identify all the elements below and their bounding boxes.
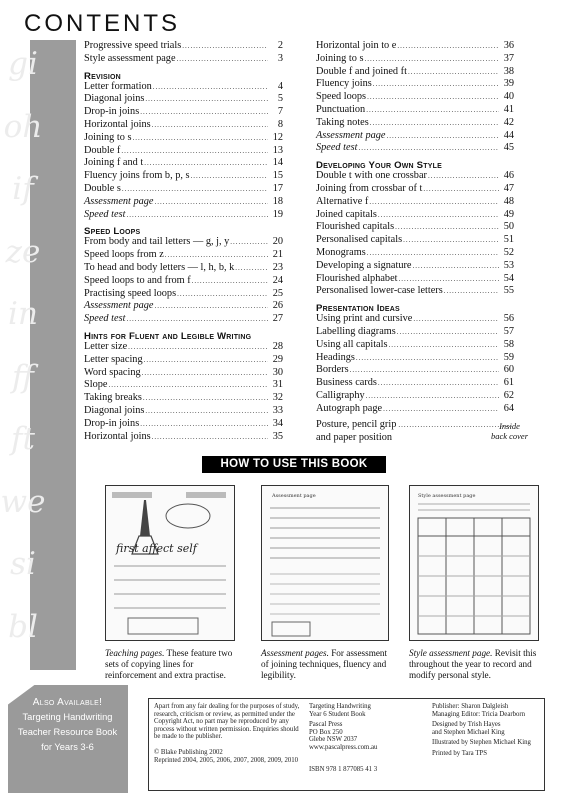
entry-label: Letter formation — [84, 80, 152, 92]
entry-page: 34 — [272, 417, 283, 429]
leader-dots — [140, 106, 268, 119]
contents-entry — [84, 379, 283, 392]
leader-dots — [235, 262, 268, 275]
leader-dots — [191, 170, 268, 183]
entry-label: Joining to s — [316, 52, 364, 64]
contents-entry — [84, 157, 283, 170]
entry-page: 45 — [503, 142, 514, 154]
entry-page: 47 — [503, 182, 514, 194]
entry-page: 36 — [503, 40, 514, 51]
contents-entry — [316, 117, 514, 130]
entry-page: 30 — [272, 366, 283, 378]
leader-dots — [177, 53, 268, 66]
contents-entry — [84, 145, 283, 158]
contents-entry — [84, 354, 283, 367]
caption-assessment: Assessment pages. For assessment of joining techniques, fluency and legibility. — [261, 648, 388, 680]
contents-entry — [84, 236, 283, 249]
leader-dots — [378, 377, 499, 390]
entry-label: Practising speed loops — [84, 287, 177, 299]
leader-dots — [356, 352, 499, 365]
strip-letter: si — [10, 546, 36, 582]
leader-dots — [108, 379, 268, 392]
contents-entry — [316, 285, 514, 298]
contents-entry — [316, 78, 514, 91]
leader-dots — [128, 341, 268, 354]
caption-style: Style assessment page. Revisit this throughout the year to record and modify personal style. — [409, 648, 537, 680]
strip-letter: ff — [12, 358, 34, 395]
leader-dots — [182, 40, 268, 53]
leader-dots — [383, 403, 499, 416]
entry-page: 13 — [272, 144, 283, 156]
assessment-page-thumbnail — [261, 485, 389, 641]
entry-page: 53 — [503, 259, 514, 271]
contents-entry — [316, 221, 514, 234]
contents-entry — [84, 418, 283, 431]
caption-teaching: Teaching pages. These feature two sets of copying lines for reinforcement and extra practise. — [105, 648, 233, 680]
entry-label: Alternative f — [316, 195, 369, 207]
leader-dots — [192, 275, 268, 288]
leader-dots — [428, 170, 499, 183]
entry-page: 61 — [503, 377, 514, 389]
contents-entry — [84, 196, 283, 209]
strip-letter: if — [12, 171, 34, 207]
entry-label: Progressive speed trials — [84, 40, 182, 51]
entry-label: Fluency joins from b, p, s — [84, 170, 190, 182]
contents-entry — [84, 183, 283, 196]
strip-letter: bl — [8, 608, 38, 645]
entry-label: Double f — [84, 144, 121, 156]
strip-letter: oh — [3, 108, 43, 145]
entry-label: Labelling diagrams — [316, 325, 396, 337]
contents-entry — [84, 262, 283, 275]
entry-label: Assessment page — [316, 129, 386, 141]
entry-page: 26 — [272, 300, 283, 312]
entry-label: Posture, pencil grip — [316, 419, 397, 430]
entry-page: 46 — [503, 170, 514, 182]
contents-entry — [316, 234, 514, 247]
leader-dots — [367, 91, 499, 104]
entry-label: Speed test — [84, 208, 126, 220]
entry-label: Personalised capitals — [316, 234, 403, 246]
style-assessment-page-thumbnail — [409, 485, 539, 641]
contents-entry — [316, 313, 514, 326]
leader-dots — [370, 117, 499, 130]
entry-label: Style assessment page — [84, 52, 176, 64]
contents-entry — [316, 247, 514, 260]
entry-page: 14 — [272, 157, 283, 169]
contents-entry — [84, 170, 283, 183]
leader-dots — [152, 431, 268, 444]
entry-page: 23 — [272, 261, 283, 273]
leader-dots — [143, 392, 268, 405]
entry-label: Joined capitals — [316, 208, 377, 220]
entry-page: 12 — [272, 131, 283, 143]
rights-notice: Apart from any fair dealing for the purposes of study, research, criticism or review, as permitted under the Copyright Act, no part may be reproduced by any process without written permission. Enquiries should be made to the publisher. — [154, 703, 300, 741]
entry-page: 18 — [272, 195, 283, 207]
leader-dots — [133, 132, 269, 145]
contents-entry — [84, 40, 283, 53]
isbn: ISBN 978 1 877085 41 3 — [309, 765, 378, 773]
leader-dots — [144, 157, 268, 170]
entry-label: Diagonal joins — [84, 404, 145, 416]
entry-page: 3 — [277, 52, 283, 64]
entry-page: 15 — [272, 170, 283, 182]
contents-entry — [84, 367, 283, 380]
entry-label: Flourished capitals — [316, 221, 395, 233]
reprint-years: Reprinted 2004, 2005, 2006, 2007, 2008, 2009, 2010 — [154, 756, 299, 764]
entry-label: Speed test — [84, 313, 126, 325]
entry-page: 29 — [272, 353, 283, 365]
leader-dots — [122, 183, 268, 196]
entry-label: Joining f and t — [84, 157, 144, 169]
leader-dots — [177, 288, 268, 301]
leader-dots — [365, 53, 500, 66]
eiffel-tower-icon — [106, 486, 234, 640]
entry-page: 4 — [277, 80, 283, 92]
copyright: © Blake Publishing 2002 — [154, 748, 223, 756]
entry-label: Using print and cursive — [316, 313, 413, 325]
leader-dots — [413, 260, 499, 273]
entry-label: Personalised lower-case letters — [316, 285, 443, 297]
entry-page: 39 — [503, 78, 514, 90]
contents-entry — [316, 339, 514, 352]
entry-page: 25 — [272, 287, 283, 299]
contents-entry — [316, 377, 514, 390]
leader-dots — [389, 339, 500, 352]
leader-dots — [444, 285, 499, 298]
entry-page: 24 — [272, 274, 283, 286]
entry-page: Inside — [499, 421, 520, 431]
contents-entry — [84, 300, 283, 313]
entry-page-2: back cover — [490, 431, 528, 441]
entry-label: Double s — [84, 182, 121, 194]
contents-entry — [316, 130, 514, 143]
leader-dots — [155, 196, 269, 209]
entry-page: 60 — [503, 364, 514, 376]
entry-page: 50 — [503, 221, 514, 233]
contents-entry — [316, 196, 514, 209]
contents-entry — [84, 209, 283, 222]
entry-page: 8 — [277, 118, 283, 130]
leader-dots — [403, 234, 499, 247]
entry-page: 28 — [272, 340, 283, 352]
entry-page: 44 — [503, 129, 514, 141]
contents-entry — [84, 249, 283, 262]
entry-page: 21 — [272, 249, 283, 261]
entry-label: Headings — [316, 351, 355, 363]
leader-dots — [373, 78, 499, 91]
strip-letter: ft — [11, 421, 35, 457]
entry-label: Autograph page — [316, 402, 383, 414]
entry-label: Flourished alphabet — [316, 272, 398, 284]
leader-dots — [145, 405, 268, 418]
entry-page: 32 — [272, 392, 283, 404]
contents-entry — [84, 313, 283, 326]
contents-entry — [316, 390, 514, 403]
contents-entry — [316, 326, 514, 339]
entry-page: 2 — [277, 40, 283, 51]
entry-page: 41 — [503, 103, 514, 115]
leader-dots — [387, 130, 500, 143]
thumb-heading: Style assessment page — [418, 493, 476, 499]
leader-dots — [140, 418, 268, 431]
entry-label: Assessment page — [84, 195, 154, 207]
entry-label: Word spacing — [84, 366, 141, 378]
entry-label: Taking breaks — [84, 392, 142, 404]
entry-page: 40 — [503, 91, 514, 103]
entry-label-2: and paper position — [316, 431, 393, 443]
contents-entry — [84, 93, 283, 106]
contents-entry — [316, 273, 514, 286]
inside-back-cover-entry — [316, 419, 528, 445]
entry-label: Drop-in joins — [84, 417, 140, 429]
entry-label: Slope — [84, 379, 108, 391]
contents-entry — [316, 53, 514, 66]
contents-entry — [316, 142, 514, 155]
entry-page: 62 — [503, 389, 514, 401]
entry-page: 58 — [503, 338, 514, 350]
leader-dots — [142, 367, 268, 380]
entry-label: Double f and joined ft — [316, 65, 407, 77]
leader-dots — [121, 145, 268, 158]
entry-label: Business cards — [316, 377, 377, 389]
contents-entry — [84, 81, 283, 94]
entry-page: 7 — [277, 106, 283, 118]
leader-dots — [366, 104, 499, 117]
leader-dots — [408, 66, 499, 79]
contents-entry — [84, 53, 283, 66]
entry-page: 19 — [272, 208, 283, 220]
leader-dots — [358, 142, 499, 155]
entry-page: 64 — [503, 402, 514, 414]
contents-entry — [316, 40, 514, 53]
entry-page: 35 — [272, 430, 283, 442]
leader-dots — [144, 354, 268, 367]
contents-entry — [316, 183, 514, 196]
section-heading: Speed Loops — [84, 226, 141, 238]
entry-label: Horizontal join to e — [316, 40, 397, 51]
leader-dots — [397, 40, 499, 53]
contents-entry — [316, 352, 514, 365]
entry-page: 42 — [503, 116, 514, 128]
leader-dots — [423, 183, 499, 196]
contents-entry — [316, 170, 514, 183]
contents-right-column — [316, 40, 514, 416]
entry-label: Joining from crossbar of t — [316, 182, 423, 194]
entry-label: From body and tail letters — g, j, y — [84, 236, 230, 248]
contents-entry — [84, 119, 283, 132]
leader-dots — [399, 273, 499, 286]
entry-label: Fluency joins — [316, 78, 372, 90]
entry-label: Drop-in joins — [84, 106, 140, 118]
entry-page: 31 — [272, 379, 283, 391]
contents-entry — [316, 260, 514, 273]
strip-letter: in — [8, 296, 38, 332]
entry-label: Assessment page — [84, 300, 154, 312]
contents-entry — [316, 364, 514, 377]
page-title: CONTENTS — [24, 10, 180, 37]
entry-label: Using all capitals — [316, 338, 388, 350]
entry-label: Diagonal joins — [84, 93, 145, 105]
contents-entry — [84, 405, 283, 418]
entry-label: Letter spacing — [84, 353, 143, 365]
entry-label: Taking notes — [316, 116, 369, 128]
leader-dots — [378, 209, 499, 222]
entry-label: Joining to s — [84, 131, 132, 143]
contents-entry — [84, 106, 283, 119]
entry-label: Calligraphy — [316, 389, 365, 401]
leader-dots — [350, 364, 499, 377]
leader-dots — [367, 247, 499, 260]
thumb-heading: first affect self — [116, 542, 197, 555]
entry-label: Horizontal joins — [84, 118, 151, 130]
leader-dots — [126, 209, 268, 222]
contents-left-column — [84, 40, 283, 443]
imprint-box: Apart from any fair dealing for the purposes of study, research, criticism or review, as permitted under the Copyright Act, no part may be reproduced by any process without written permission. Enquiries should be made to the publisher. © Blake Publishing 2002 Reprinted 2004, 2005, 2006, 2007, 2008, 2009, 2010 Targeting Handwriting Year 6 Student Book Pascal Press PO Box 250 Glebe NSW 2037 www.pascalpress.com.au ISBN 978 1 877085 41 3 Publisher: Sharon Dalgleish Managing Editor: Tricia Dearborn Designed by Trish Hayes and Stephen Michael King Illustrated by Stephen Michael King Printed by Tara TPS — [148, 698, 545, 791]
entry-label: To head and body letters — l, h, b, k — [84, 261, 235, 273]
entry-label: Speed loops to and from f — [84, 274, 191, 286]
contents-entry — [316, 209, 514, 222]
contents-entry — [84, 431, 283, 444]
entry-page: 51 — [503, 234, 514, 246]
leader-dots — [153, 81, 268, 94]
strip-letter: ze — [5, 233, 41, 270]
leader-dots — [395, 221, 499, 234]
entry-page: 37 — [503, 52, 514, 64]
leader-dots — [397, 326, 499, 339]
leader-dots — [413, 313, 499, 326]
entry-page: 5 — [277, 93, 283, 105]
entry-page: 27 — [272, 313, 283, 325]
leader-dots — [152, 119, 268, 132]
entry-label: Punctuation — [316, 103, 366, 115]
leader-dots — [165, 249, 268, 262]
entry-page: 33 — [272, 404, 283, 416]
strip-letter: gi — [8, 46, 38, 82]
entry-label: Speed loops — [316, 91, 367, 103]
entry-label: Monograms — [316, 246, 366, 258]
entry-page: 55 — [503, 285, 514, 297]
entry-label: Speed loops from z — [84, 249, 164, 261]
entry-label: Horizontal joins — [84, 430, 151, 442]
leader-dots — [145, 93, 268, 106]
contents-entry — [84, 288, 283, 301]
contents-entry — [316, 104, 514, 117]
contents-entry — [316, 91, 514, 104]
entry-page: 56 — [503, 313, 514, 325]
teaching-page-thumbnail — [105, 485, 235, 641]
entry-label: Letter size — [84, 340, 128, 352]
strip-letter: we — [0, 483, 46, 520]
entry-page: 48 — [503, 195, 514, 207]
contents-entry — [316, 403, 514, 416]
contents-entry — [84, 392, 283, 405]
leader-dots — [155, 300, 269, 313]
leader-dots — [369, 196, 499, 209]
entry-page: 54 — [503, 272, 514, 284]
section-heading: Presentation Ideas — [316, 303, 400, 315]
leader-dots — [230, 236, 268, 249]
leader-dots — [366, 390, 499, 403]
entry-page: 38 — [503, 65, 514, 77]
leader-dots — [126, 313, 268, 326]
section-heading: Revision — [84, 70, 121, 82]
entry-page: 52 — [503, 246, 514, 258]
thumb-heading: Assessment page — [272, 493, 316, 499]
contents-entry — [316, 66, 514, 79]
entry-label: Speed test — [316, 142, 358, 154]
entry-label: Borders — [316, 364, 349, 376]
entry-page: 49 — [503, 208, 514, 220]
contents-entry — [84, 341, 283, 354]
section-heading: Hints for Fluent and Legible Writing — [84, 330, 252, 342]
entry-page: 20 — [272, 236, 283, 248]
contents-entry — [84, 132, 283, 145]
entry-label: Double t with one crossbar — [316, 170, 427, 182]
entry-page: 57 — [503, 325, 514, 337]
section-heading: Developing Your Own Style — [316, 160, 442, 172]
how-to-use-heading: HOW TO USE THIS BOOK — [202, 456, 386, 473]
also-available-text: Also Available! Targeting Handwriting Teacher Resource Book for Years 3-6 — [17, 697, 118, 752]
entry-label: Developing a signature — [316, 259, 412, 271]
entry-page: 17 — [272, 182, 283, 194]
contents-entry — [84, 275, 283, 288]
entry-page: 59 — [503, 351, 514, 363]
